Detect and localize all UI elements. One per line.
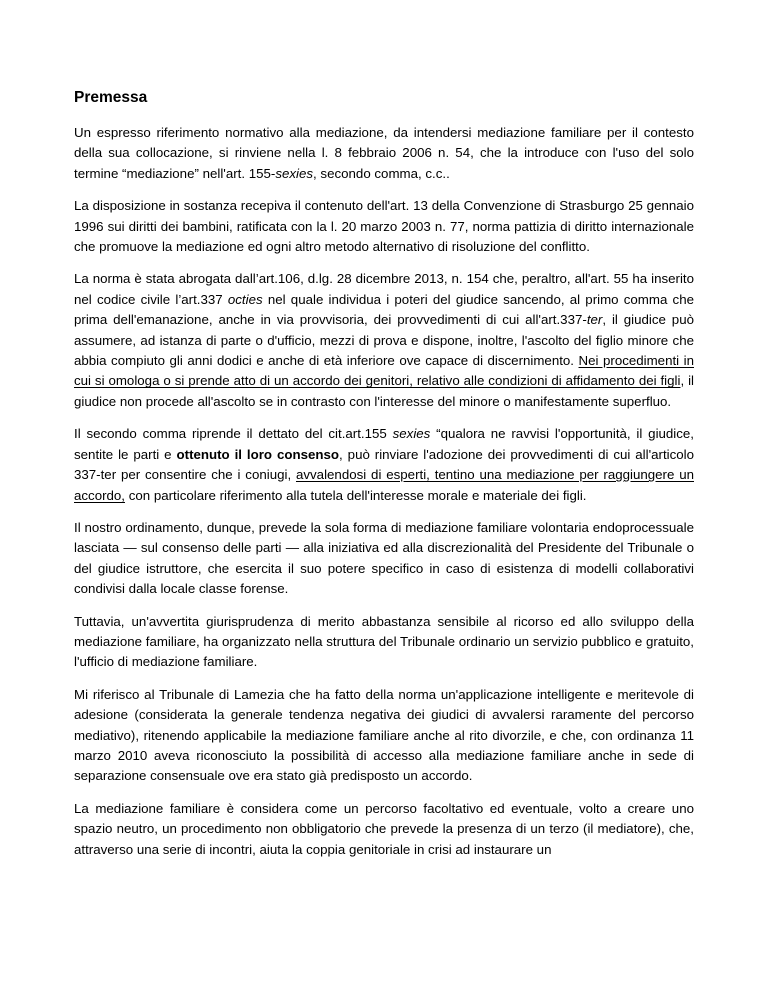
paragraph-4-text-3: , può rinviare l'adozione dei provvedimenti di cui all'articolo 337-ter per consentire che i coniugi,: [74, 446, 694, 483]
paragraph-4-text-end: con particolare riferimento alla tutela dell'interesse morale e materiale dei figli.: [125, 487, 587, 503]
paragraph-4-text: Il secondo comma riprende il dettato del cit.art.155: [74, 426, 393, 442]
paragraph-4-bold: ottenuto il loro consenso: [176, 446, 340, 462]
paragraph-6: Tuttavia, un'avvertita giurisprudenza di merito abbastanza sensibile al ricorso ed allo sviluppo della mediazione familiare, ha organizzato nella struttura del Tribunale ordinario un servizio pubblico e gratuito, l'ufficio di mediazione familiare.: [74, 613, 694, 670]
paragraph-4-underlined: avvalendosi di esperti, tentino una mediazione per raggiungere un accordo,: [74, 467, 694, 503]
paragraph-3-underlined: Nei procedimenti in cui si omologa o si prende atto di un accordo dei genitori, relativo alle condizioni di affidamento dei figli: [74, 353, 694, 389]
document-body: [74, 88, 694, 871]
paragraph-1-text: Un espresso riferimento normativo alla mediazione, da intendersi mediazione familiare per il contesto della sua collocazione, si rinviene nella l. 8 febbraio 2006 n. 54, che la introduce con l'uso del solo termine “mediazione” nell'art. 155-: [74, 125, 694, 181]
paragraph-1-text-end: , secondo comma, c.c..: [313, 165, 450, 181]
paragraph-1-italic: sexies: [275, 165, 314, 181]
paragraph-8: La mediazione familiare è considera come un percorso facoltativo ed eventuale, volto a creare uno spazio neutro, un procedimento non obbligatorio che prevede la presenza di un terzo (il mediatore), che, attraverso una serie di incontri, aiuta la coppia genitoriale in crisi ad instaurare un: [74, 800, 694, 857]
section-heading: Premessa: [74, 89, 148, 106]
paragraph-2: La disposizione in sostanza recepiva il contenuto dell'art. 13 della Convenzione di Strasburgo 25 gennaio 1996 sui diritti dei bambini, ratificata con la l. 20 marzo 2003 n. 77, norma pattizia di diritto internazionale che promuove la mediazione ed ogni altro metodo alternativo di risoluzione del conflitto.: [74, 198, 694, 255]
paragraph-7: Mi riferisco al Tribunale di Lamezia che ha fatto della norma un'applicazione intelligente e meritevole di adesione (considerata la generale tendenza negativa dei giudici di avvalersi raramente del percorso mediativo), ritenendo applicabile la mediazione familiare anche al rito divorzile, e che, con ordinanza 11 marzo 2010 aveva riconosciuto la possibilità di accesso alla mediazione familiare anche in sede di separazione consensuale ove era stato già predisposto un accordo.: [74, 686, 694, 784]
paragraph-3-text-3: , il giudice può assumere, ad istanza di parte o d'ufficio, mezzi di prova e dispone, inoltre, l'ascolto del figlio minore che abbia compiuto gli anni dodici e anche di età inferiore ove capace di discernimento.: [74, 312, 694, 369]
paragraph-3-text-end: , il giudice non procede all'ascolto se in contrasto con l'interesse del minore o manifestamente superfluo.: [74, 373, 694, 409]
paragraph-1: [74, 123, 694, 184]
paragraph-3-text-2: nel quale individua i poteri del giudice sancendo, al primo comma che prima dell'emanazione, anche in via provvisoria, dei provvedimenti di cui all'art.337-: [74, 291, 695, 328]
paragraph-3-text: La norma è stata abrogata dall’art.106, d.lg. 28 dicembre 2013, n. 154 che, peraltro, all'art. 55 ha inserito nel codice civile l’art.337: [74, 271, 694, 307]
paragraph-5: Il nostro ordinamento, dunque, prevede la sola forma di mediazione familiare volontaria endoprocessuale lasciata — sul consenso delle parti — alla iniziativa ed alla discrezionalità del Presidente del Tribunale o del giudice istruttore, che esercita il suo potere specifico in caso di esistenza di modelli collaborativi condivisi dalla locale classe forense.: [74, 519, 694, 597]
paragraph-4: [74, 424, 694, 506]
paragraph-3-italic-ter: ter: [586, 312, 603, 328]
paragraph-3-italic-octies: octies: [227, 291, 263, 307]
paragraph-3: [74, 269, 694, 412]
paragraph-4-italic: sexies: [392, 426, 431, 442]
paragraph-4-text-2: “qualora ne ravvisi l'opportunità, il giudice, sentite le parti e: [74, 426, 694, 462]
